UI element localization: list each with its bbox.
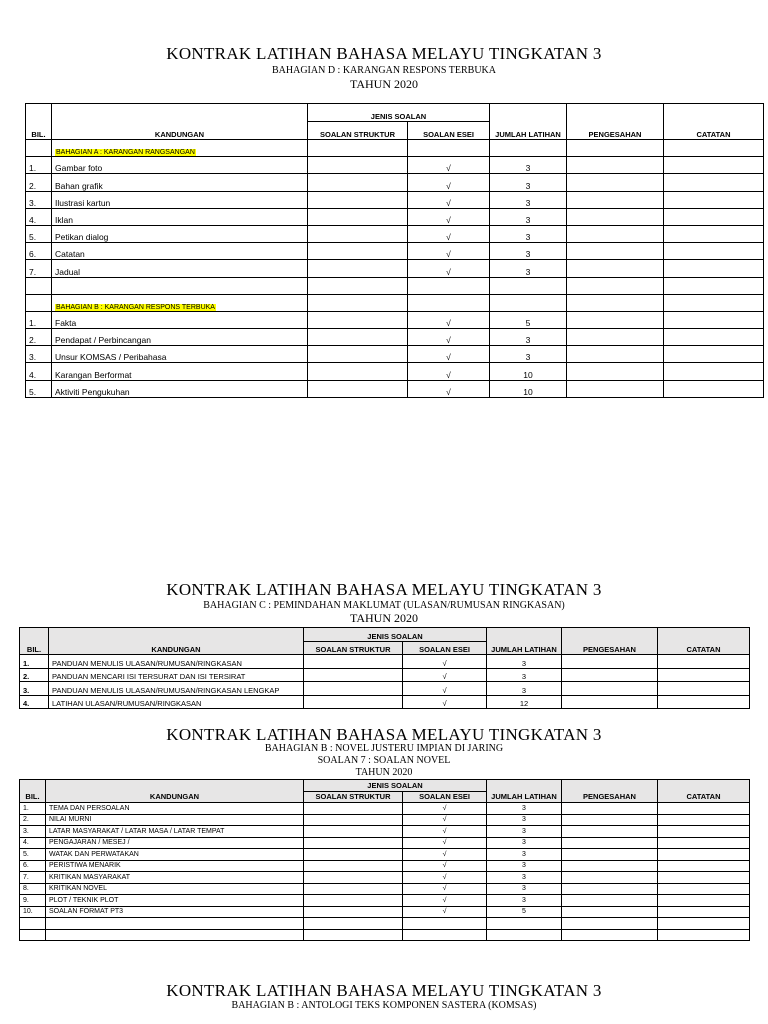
row-catatan (658, 803, 750, 815)
row-jumlah-latihan: 3 (487, 826, 562, 838)
header-soalan-esei: SOALAN ESEI (403, 641, 487, 655)
row-catatan (664, 157, 764, 174)
row-jumlah-latihan: 3 (487, 668, 562, 682)
row-soalan-esei-tick: √ (408, 208, 490, 225)
row-soalan-struktur (304, 883, 403, 895)
empty-cell (408, 294, 490, 311)
table-row (26, 260, 764, 277)
row-kandungan: PANDUAN MENULIS ULASAN/RUMUSAN/RINGKASAN (49, 655, 304, 669)
empty-cell (567, 294, 664, 311)
empty-cell (403, 918, 487, 930)
row-soalan-struktur (304, 682, 403, 696)
row-number: 3. (26, 191, 52, 208)
row-number: 1. (20, 655, 49, 669)
row-pengesahan (562, 906, 658, 918)
header-catatan: CATATAN (658, 628, 750, 655)
row-pengesahan (562, 695, 658, 709)
row-number: 7. (20, 872, 46, 884)
row-pengesahan (567, 363, 664, 380)
blank-row (26, 277, 764, 294)
header-jenis-soalan: JENIS SOALAN (304, 628, 487, 642)
row-kandungan: Aktiviti Pengukuhan (52, 380, 308, 397)
table-row (20, 895, 750, 907)
empty-cell (664, 140, 764, 157)
row-soalan-struktur (308, 157, 408, 174)
section4-title: KONTRAK LATIHAN BAHASA MELAYU TINGKATAN 3 (166, 981, 602, 1000)
row-number: 2. (26, 329, 52, 346)
row-soalan-struktur (304, 826, 403, 838)
row-number: 10. (20, 906, 46, 918)
empty-cell (308, 294, 408, 311)
header-soalan-struktur: SOALAN STRUKTUR (308, 122, 408, 140)
row-soalan-esei-tick: √ (408, 260, 490, 277)
contract-table-novel (19, 779, 750, 941)
header-jumlah-latihan: JUMLAH LATIHAN (490, 104, 567, 140)
row-jumlah-latihan: 5 (490, 311, 567, 328)
header-bil: BIL. (20, 780, 46, 803)
row-pengesahan (562, 860, 658, 872)
row-catatan (664, 225, 764, 242)
empty-cell (308, 140, 408, 157)
row-soalan-esei-tick: √ (408, 363, 490, 380)
row-kandungan: Jadual (52, 260, 308, 277)
row-kandungan: TEMA DAN PERSOALAN (46, 803, 304, 815)
contract-table-bahagian-c (19, 627, 750, 709)
section3-subtitle: BAHAGIAN B : NOVEL JUSTERU IMPIAN DI JARING (264, 743, 504, 754)
row-soalan-struktur (308, 329, 408, 346)
row-number: 4. (26, 208, 52, 225)
row-jumlah-latihan: 3 (487, 895, 562, 907)
row-soalan-struktur (308, 363, 408, 380)
row-catatan (658, 906, 750, 918)
row-soalan-esei-tick: √ (408, 174, 490, 191)
empty-cell (487, 918, 562, 930)
row-catatan (658, 682, 750, 696)
row-catatan (658, 826, 750, 838)
table-row (26, 311, 764, 328)
row-kandungan: Unsur KOMSAS / Peribahasa (52, 346, 308, 363)
table-row (26, 225, 764, 242)
group-heading-cell (52, 140, 308, 157)
table-row (26, 329, 764, 346)
row-soalan-esei-tick: √ (403, 872, 487, 884)
empty-cell (562, 929, 658, 941)
row-soalan-esei-tick: √ (403, 906, 487, 918)
table-row (26, 157, 764, 174)
row-number: 8. (20, 883, 46, 895)
row-jumlah-latihan: 3 (490, 225, 567, 242)
header-soalan-esei: SOALAN ESEI (403, 791, 487, 803)
table-row (26, 208, 764, 225)
row-soalan-struktur (304, 837, 403, 849)
row-pengesahan (562, 682, 658, 696)
table-row (26, 174, 764, 191)
header-catatan: CATATAN (658, 780, 750, 803)
row-soalan-struktur (304, 872, 403, 884)
empty-cell (46, 918, 304, 930)
row-number: 2. (20, 668, 49, 682)
row-soalan-esei-tick: √ (403, 814, 487, 826)
empty-cell (46, 929, 304, 941)
row-catatan (664, 380, 764, 397)
row-catatan (658, 849, 750, 861)
row-jumlah-latihan: 3 (487, 872, 562, 884)
group-heading-row (26, 140, 764, 157)
row-kandungan: Gambar foto (52, 157, 308, 174)
row-kandungan: PENGAJARAN / MESEJ / (46, 837, 304, 849)
row-kandungan: LATAR MASYARAKAT / LATAR MASA / LATAR TEMPAT (46, 826, 304, 838)
row-catatan (664, 174, 764, 191)
row-catatan (658, 860, 750, 872)
row-jumlah-latihan: 3 (490, 191, 567, 208)
row-pengesahan (562, 668, 658, 682)
row-kandungan: SOALAN FORMAT PT3 (46, 906, 304, 918)
table-row (20, 883, 750, 895)
row-catatan (658, 668, 750, 682)
empty-cell (308, 277, 408, 294)
empty-cell (490, 140, 567, 157)
header-jenis-soalan: JENIS SOALAN (304, 780, 487, 792)
row-kandungan: PERISTIWA MENARIK (46, 860, 304, 872)
table-row (20, 814, 750, 826)
header-jumlah-latihan: JUMLAH LATIHAN (487, 780, 562, 803)
row-catatan (658, 695, 750, 709)
row-pengesahan (562, 655, 658, 669)
empty-cell (20, 929, 46, 941)
section3-year: TAHUN 2020 (355, 767, 413, 778)
row-number: 6. (26, 243, 52, 260)
header-pengesahan: PENGESAHAN (567, 104, 664, 140)
row-soalan-struktur (304, 803, 403, 815)
row-kandungan: Catatan (52, 243, 308, 260)
empty-cell (403, 929, 487, 941)
empty-cell (487, 929, 562, 941)
row-catatan (658, 895, 750, 907)
row-pengesahan (567, 191, 664, 208)
row-kandungan: WATAK DAN PERWATAKAN (46, 849, 304, 861)
row-number: 7. (26, 260, 52, 277)
row-soalan-struktur (308, 225, 408, 242)
row-jumlah-latihan: 3 (490, 174, 567, 191)
row-pengesahan (567, 329, 664, 346)
row-soalan-struktur (308, 260, 408, 277)
row-catatan (664, 208, 764, 225)
empty-cell (567, 140, 664, 157)
row-soalan-struktur (304, 849, 403, 861)
group-heading-cell (52, 294, 308, 311)
table-row (26, 363, 764, 380)
row-jumlah-latihan: 3 (487, 814, 562, 826)
row-catatan (658, 814, 750, 826)
row-jumlah-latihan: 5 (487, 906, 562, 918)
row-jumlah-latihan: 3 (487, 682, 562, 696)
section1-title: KONTRAK LATIHAN BAHASA MELAYU TINGKATAN 3 (166, 44, 602, 63)
row-pengesahan (567, 208, 664, 225)
row-soalan-struktur (304, 906, 403, 918)
row-jumlah-latihan: 3 (490, 346, 567, 363)
row-soalan-struktur (308, 243, 408, 260)
row-jumlah-latihan: 3 (487, 883, 562, 895)
header-soalan-struktur: SOALAN STRUKTUR (304, 791, 403, 803)
row-soalan-esei-tick: √ (403, 803, 487, 815)
row-soalan-esei-tick: √ (408, 329, 490, 346)
header-catatan: CATATAN (664, 104, 764, 140)
row-jumlah-latihan: 10 (490, 380, 567, 397)
row-pengesahan (562, 883, 658, 895)
row-catatan (664, 346, 764, 363)
row-kandungan: PLOT / TEKNIK PLOT (46, 895, 304, 907)
row-number: 4. (20, 837, 46, 849)
empty-cell (26, 277, 52, 294)
table-row (20, 682, 750, 696)
row-number: 6. (20, 860, 46, 872)
table-row (20, 872, 750, 884)
row-catatan (664, 260, 764, 277)
table-row (26, 346, 764, 363)
header-jumlah-latihan: JUMLAH LATIHAN (487, 628, 562, 655)
table-row (20, 849, 750, 861)
row-number: 5. (26, 225, 52, 242)
empty-cell (490, 294, 567, 311)
empty-cell (408, 140, 490, 157)
header-bil: BIL. (26, 104, 52, 140)
section2-title: KONTRAK LATIHAN BAHASA MELAYU TINGKATAN 3 (166, 580, 602, 599)
row-jumlah-latihan: 3 (490, 208, 567, 225)
row-pengesahan (567, 380, 664, 397)
empty-cell (562, 918, 658, 930)
row-number: 2. (26, 174, 52, 191)
row-soalan-struktur (308, 191, 408, 208)
row-soalan-esei-tick: √ (408, 225, 490, 242)
empty-cell (658, 929, 750, 941)
row-soalan-esei-tick: √ (403, 837, 487, 849)
row-number: 1. (26, 311, 52, 328)
row-soalan-esei-tick: √ (403, 849, 487, 861)
row-catatan (658, 837, 750, 849)
table-row (20, 860, 750, 872)
row-number: 4. (20, 695, 49, 709)
row-jumlah-latihan: 3 (490, 157, 567, 174)
row-catatan (658, 655, 750, 669)
row-kandungan: NILAI MURNI (46, 814, 304, 826)
section2-subtitle: BAHAGIAN C : PEMINDAHAN MAKLUMAT (ULASAN/RUMUSAN RINGKASAN) (203, 600, 565, 611)
row-catatan (664, 311, 764, 328)
table-row (20, 826, 750, 838)
row-jumlah-latihan: 3 (487, 803, 562, 815)
row-kandungan: PANDUAN MENCARI ISI TERSURAT DAN ISI TERSIRAT (49, 668, 304, 682)
table-row (20, 837, 750, 849)
row-soalan-esei-tick: √ (408, 311, 490, 328)
row-soalan-struktur (308, 208, 408, 225)
row-soalan-struktur (304, 860, 403, 872)
row-soalan-esei-tick: √ (403, 655, 487, 669)
row-kandungan: KRITIKAN NOVEL (46, 883, 304, 895)
section3-subtitle2: SOALAN 7 : SOALAN NOVEL (317, 755, 451, 766)
section2-year: TAHUN 2020 (349, 611, 419, 625)
blank-row (20, 929, 750, 941)
row-soalan-esei-tick: √ (403, 860, 487, 872)
row-soalan-esei-tick: √ (408, 243, 490, 260)
row-kandungan: Fakta (52, 311, 308, 328)
row-kandungan: Iklan (52, 208, 308, 225)
table-row (20, 906, 750, 918)
header-soalan-struktur: SOALAN STRUKTUR (304, 641, 403, 655)
row-pengesahan (562, 837, 658, 849)
row-jumlah-latihan: 3 (490, 260, 567, 277)
row-pengesahan (567, 346, 664, 363)
row-soalan-esei-tick: √ (403, 883, 487, 895)
row-soalan-struktur (308, 380, 408, 397)
row-soalan-struktur (304, 895, 403, 907)
row-number: 2. (20, 814, 46, 826)
row-pengesahan (562, 803, 658, 815)
row-kandungan: Bahan grafik (52, 174, 308, 191)
row-soalan-struktur (304, 814, 403, 826)
header-kandungan: KANDUNGAN (46, 780, 304, 803)
row-kandungan: Karangan Berformat (52, 363, 308, 380)
row-jumlah-latihan: 3 (490, 329, 567, 346)
header-kandungan: KANDUNGAN (49, 628, 304, 655)
row-pengesahan (567, 174, 664, 191)
empty-cell (664, 294, 764, 311)
row-jumlah-latihan: 3 (487, 860, 562, 872)
empty-cell (304, 929, 403, 941)
header-pengesahan: PENGESAHAN (562, 628, 658, 655)
row-catatan (664, 329, 764, 346)
row-jumlah-latihan: 12 (487, 695, 562, 709)
row-pengesahan (562, 872, 658, 884)
row-soalan-esei-tick: √ (403, 668, 487, 682)
row-number: 9. (20, 895, 46, 907)
row-kandungan: Ilustrasi kartun (52, 191, 308, 208)
row-pengesahan (567, 243, 664, 260)
empty-cell (26, 294, 52, 311)
row-soalan-struktur (308, 311, 408, 328)
row-number: 5. (26, 380, 52, 397)
row-pengesahan (567, 311, 664, 328)
group-heading-row (26, 294, 764, 311)
header-pengesahan: PENGESAHAN (562, 780, 658, 803)
row-pengesahan (562, 895, 658, 907)
table-row (20, 695, 750, 709)
empty-cell (26, 140, 52, 157)
row-kandungan: PANDUAN MENULIS ULASAN/RUMUSAN/RINGKASAN LENGKAP (49, 682, 304, 696)
section1-subtitle: BAHAGIAN D : KARANGAN RESPONS TERBUKA (272, 65, 496, 76)
group-heading-highlight: BAHAGIAN B : KARANGAN RESPONS TERBUKA (56, 303, 215, 311)
row-catatan (658, 872, 750, 884)
row-jumlah-latihan: 3 (487, 849, 562, 861)
row-kandungan: KRITIKAN MASYARAKAT (46, 872, 304, 884)
empty-cell (658, 918, 750, 930)
empty-cell (304, 918, 403, 930)
row-pengesahan (567, 225, 664, 242)
empty-cell (664, 277, 764, 294)
row-number: 5. (20, 849, 46, 861)
table-row (20, 803, 750, 815)
row-soalan-esei-tick: √ (403, 826, 487, 838)
row-soalan-esei-tick: √ (408, 191, 490, 208)
row-number: 3. (20, 826, 46, 838)
section4-subtitle: BAHAGIAN B : ANTOLOGI TEKS KOMPONEN SASTERA (KOMSAS) (231, 1000, 537, 1011)
row-soalan-struktur (308, 174, 408, 191)
row-kandungan: LATIHAN ULASAN/RUMUSAN/RINGKASAN (49, 695, 304, 709)
row-catatan (664, 363, 764, 380)
section1-year: TAHUN 2020 (349, 77, 419, 91)
empty-cell (20, 918, 46, 930)
row-number: 4. (26, 363, 52, 380)
row-catatan (658, 883, 750, 895)
empty-cell (52, 277, 308, 294)
row-pengesahan (562, 826, 658, 838)
row-soalan-esei-tick: √ (403, 695, 487, 709)
header-soalan-esei: SOALAN ESEI (408, 122, 490, 140)
row-pengesahan (567, 260, 664, 277)
row-jumlah-latihan: 3 (487, 655, 562, 669)
row-kandungan: Petikan dialog (52, 225, 308, 242)
row-soalan-struktur (304, 668, 403, 682)
row-jumlah-latihan: 10 (490, 363, 567, 380)
row-soalan-esei-tick: √ (403, 895, 487, 907)
row-number: 3. (20, 682, 49, 696)
blank-row (20, 918, 750, 930)
group-heading-highlight: BAHAGIAN A : KARANGAN RANGSANGAN (56, 149, 195, 157)
empty-cell (408, 277, 490, 294)
header-jenis-soalan: JENIS SOALAN (308, 104, 490, 122)
row-pengesahan (562, 814, 658, 826)
table-row (26, 380, 764, 397)
section3-title: KONTRAK LATIHAN BAHASA MELAYU TINGKATAN 3 (166, 725, 602, 744)
row-soalan-struktur (304, 655, 403, 669)
row-soalan-esei-tick: √ (408, 380, 490, 397)
row-catatan (664, 191, 764, 208)
empty-cell (567, 277, 664, 294)
row-soalan-esei-tick: √ (403, 682, 487, 696)
row-jumlah-latihan: 3 (487, 837, 562, 849)
row-pengesahan (567, 157, 664, 174)
table-row (20, 655, 750, 669)
row-number: 1. (26, 157, 52, 174)
row-soalan-struktur (308, 346, 408, 363)
table-row (26, 243, 764, 260)
empty-cell (490, 277, 567, 294)
contract-table-bahagian-d (25, 103, 764, 398)
row-kandungan: Pendapat / Perbincangan (52, 329, 308, 346)
row-soalan-esei-tick: √ (408, 346, 490, 363)
row-jumlah-latihan: 3 (490, 243, 567, 260)
row-number: 3. (26, 346, 52, 363)
row-pengesahan (562, 849, 658, 861)
row-number: 1. (20, 803, 46, 815)
row-catatan (664, 243, 764, 260)
header-bil: BIL. (20, 628, 49, 655)
row-soalan-struktur (304, 695, 403, 709)
row-soalan-esei-tick: √ (408, 157, 490, 174)
header-kandungan: KANDUNGAN (52, 104, 308, 140)
table-row (26, 191, 764, 208)
table-row (20, 668, 750, 682)
